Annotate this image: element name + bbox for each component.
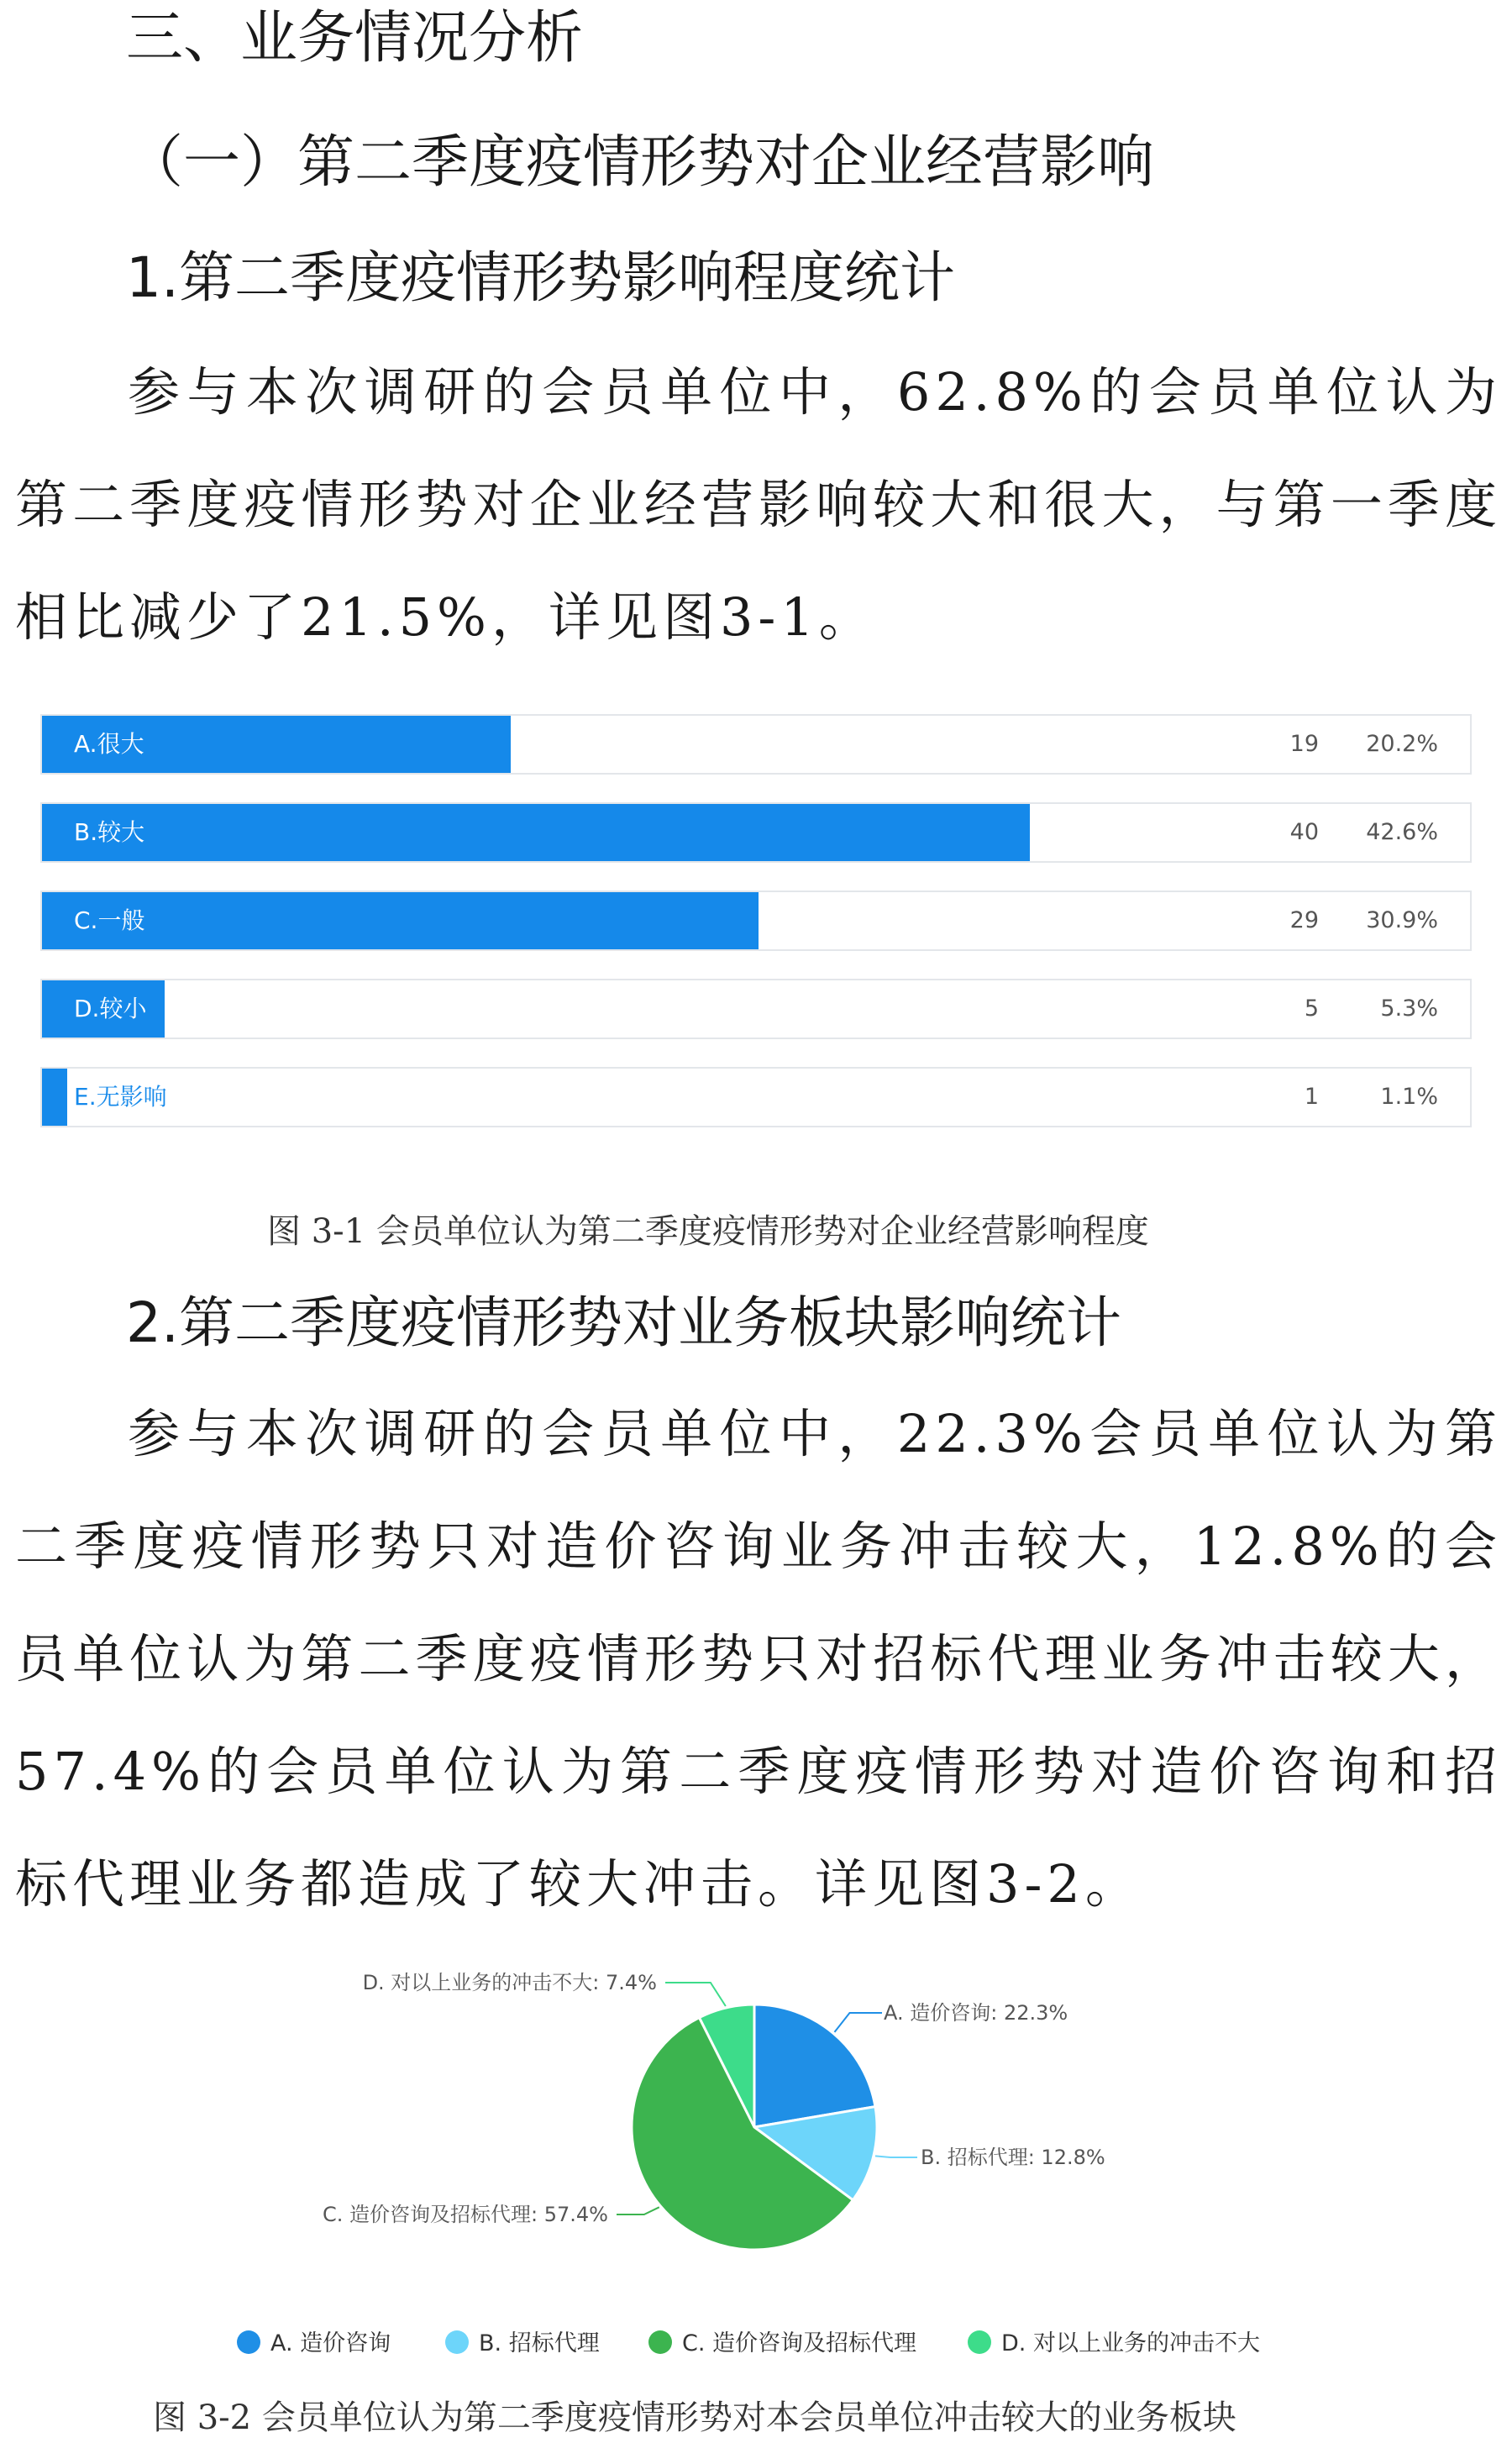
bar-percent-label: 5.3% <box>1380 996 1438 1022</box>
bar-percent-label: 20.2% <box>1366 731 1438 757</box>
bar-percent-label: 30.9% <box>1366 907 1438 933</box>
legend-swatch <box>968 2330 991 2354</box>
figure-caption-3-2: 图 3-2 会员单位认为第二季度疫情形势对本会员单位冲击较大的业务板块 <box>153 2398 1236 2437</box>
bar <box>42 892 759 949</box>
heading-impact-degree: 1.第二季度疫情形势影响程度统计 <box>126 245 955 310</box>
pie-leader-line <box>875 2156 917 2157</box>
business-pie-chart <box>0 1932 1512 2403</box>
bar-row <box>40 714 1472 775</box>
legend-swatch <box>237 2330 260 2354</box>
legend-label: D. 对以上业务的冲击不大 <box>1001 2330 1260 2356</box>
bar-count-label: 1 <box>1304 1084 1319 1110</box>
bar-category-label: E.无影响 <box>74 1083 167 1111</box>
bar-category-label: A.很大 <box>74 730 144 758</box>
bar <box>42 804 1030 861</box>
heading-business-impact: 2.第二季度疫情形势对业务板块影响统计 <box>126 1290 1121 1355</box>
bar-row <box>40 1067 1472 1127</box>
pie-slice-label: A. 造价咨询: 22.3% <box>884 2001 1068 2025</box>
pie-slice-label: D. 对以上业务的冲击不大: 7.4% <box>362 1971 657 1994</box>
bar-category-label: D.较小 <box>74 995 147 1022</box>
bar-count-label: 5 <box>1304 996 1319 1022</box>
legend-label: A. 造价咨询 <box>270 2330 391 2356</box>
bar-category-label: C.一般 <box>74 906 145 934</box>
bar-percent-label: 42.6% <box>1366 819 1438 845</box>
bar-count-label: 19 <box>1289 731 1319 757</box>
bar-row <box>40 891 1472 951</box>
pie-slice-label: C. 造价咨询及招标代理: 57.4% <box>323 2203 608 2226</box>
paragraph-impact-degree: 参与本次调研的会员单位中，62.8%的会员单位认为第二季度疫情形势对企业经营影响较大和很大，与第一季度相比减少了21.5%，详见图3-1。 <box>15 361 1502 648</box>
bar-category-label: B.较大 <box>74 818 145 846</box>
legend-label: B. 招标代理 <box>479 2330 600 2356</box>
bar-count-label: 29 <box>1289 907 1319 933</box>
section-title: 三、业务情况分析 <box>126 5 584 71</box>
pie-leader-line <box>665 1983 726 2006</box>
bar-percent-label: 1.1% <box>1380 1084 1438 1110</box>
subsection-title: （一）第二季度疫情形势对企业经营影响 <box>126 129 1155 196</box>
pie-leader-line <box>617 2207 659 2214</box>
pie-slice-label: B. 招标代理: 12.8% <box>921 2146 1105 2169</box>
bar-row <box>40 979 1472 1039</box>
paragraph-business-impact: 参与本次调研的会员单位中，22.3%会员单位认为第二季度疫情形势只对造价咨询业务冲击较大，12.8%的会员单位认为第二季度疫情形势只对招标代理业务冲击较大，57.4%的会员单位认为第二季度疫情形势对造价咨询和招标代理业务都造成了较大冲击。详见图3-2。 <box>15 1403 1502 1915</box>
figure-caption-3-1: 图 3-1 会员单位认为第二季度疫情形势对企业经营影响程度 <box>267 1212 1149 1251</box>
legend-swatch <box>648 2330 672 2354</box>
bar <box>42 1069 67 1126</box>
legend-label: C. 造价咨询及招标代理 <box>682 2330 917 2356</box>
bar-count-label: 40 <box>1289 819 1319 845</box>
pie-leader-line <box>834 2013 882 2032</box>
legend-swatch <box>445 2330 469 2354</box>
bar-row <box>40 802 1472 863</box>
